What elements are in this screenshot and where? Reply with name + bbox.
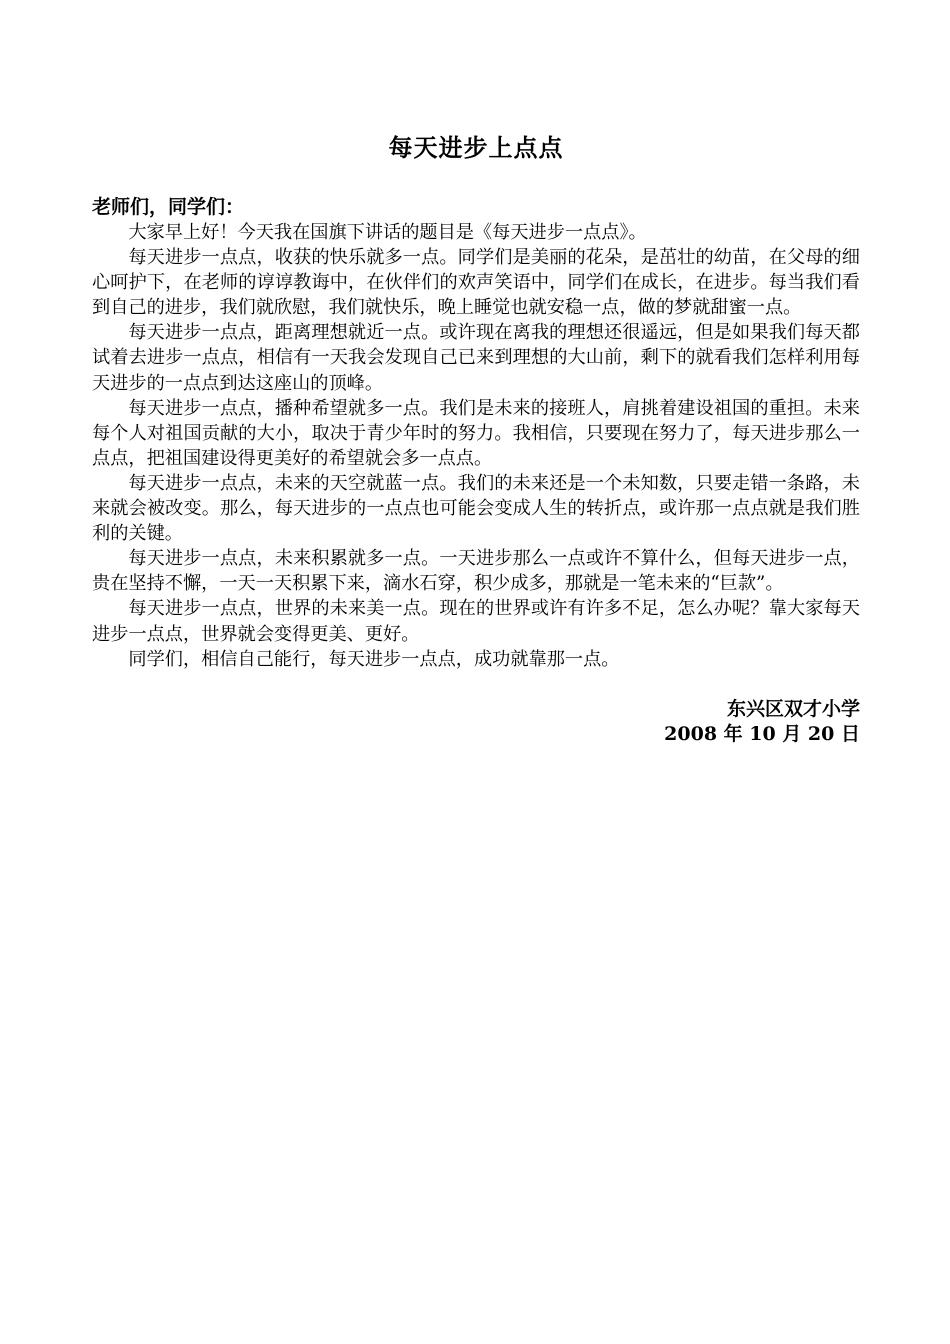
paragraph-ideal: 每天进步一点点，距离理想就近一点。或许现在离我的理想还很遥远，但是如果我们每天都试着去进步一点点，相信有一天我会发现自己已来到理想的大山前，剩下的就看我们怎样利用每天进步的一点点到达这座山的顶峰。 bbox=[92, 322, 860, 394]
paragraph-closing: 同学们，相信自己能行，每天进步一点点，成功就靠那一点。 bbox=[128, 648, 620, 670]
signature-block bbox=[92, 697, 860, 747]
signature-date: 2008 年 10 月 20 日 bbox=[664, 722, 860, 745]
salutation: 老师们，同学们： bbox=[92, 196, 245, 218]
paragraph-greeting: 大家早上好！今天我在国旗下讲话的题目是《每天进步一点点》。 bbox=[128, 222, 647, 243]
paragraph-hope: 每天进步一点点，播种希望就多一点。我们是未来的接班人，肩挑着建设祖国的重担。未来每个人对祖国贡献的大小，取决于青少年时的努力。我相信，只要现在努力了，每天进步那么一点点，把祖国建设得更美好的希望就会多一点点。 bbox=[92, 397, 860, 469]
paragraph-happiness: 每天进步一点点，收获的快乐就多一点。同学们是美丽的花朵，是茁壮的幼苗，在父母的细心呵护下，在老师的谆谆教诲中，在伙伴们的欢声笑语中，同学们在成长，在进步。每当我们看到自己的进步，我们就欣慰，我们就快乐，晚上睡觉也就安稳一点，做的梦就甜蜜一点。 bbox=[92, 247, 860, 319]
document-content bbox=[92, 131, 860, 747]
paragraph-world: 每天进步一点点，世界的未来美一点。现在的世界或许有许多不足，怎么办呢？靠大家每天进步一点点，世界就会变得更美、更好。 bbox=[92, 598, 860, 645]
signature-school: 东兴区双才小学 bbox=[726, 697, 860, 720]
document-title: 每天进步上点点 bbox=[388, 133, 564, 162]
paragraph-sky: 每天进步一点点，未来的天空就蓝一点。我们的未来还是一个未知数，只要走错一条路，未来就会被改变。那么，每天进步的一点点也可能会变成人生的转折点，或许那一点点就是我们胜利的关键。 bbox=[92, 472, 860, 545]
paragraph-accumulation: 每天进步一点点，未来积累就多一点。一天进步那么一点或许不算什么，但每天进步一点，贵在坚持不懈，一天一天积累下来，滴水石穿，积少成多，那就是一笔未来的“巨款”。 bbox=[92, 548, 860, 595]
